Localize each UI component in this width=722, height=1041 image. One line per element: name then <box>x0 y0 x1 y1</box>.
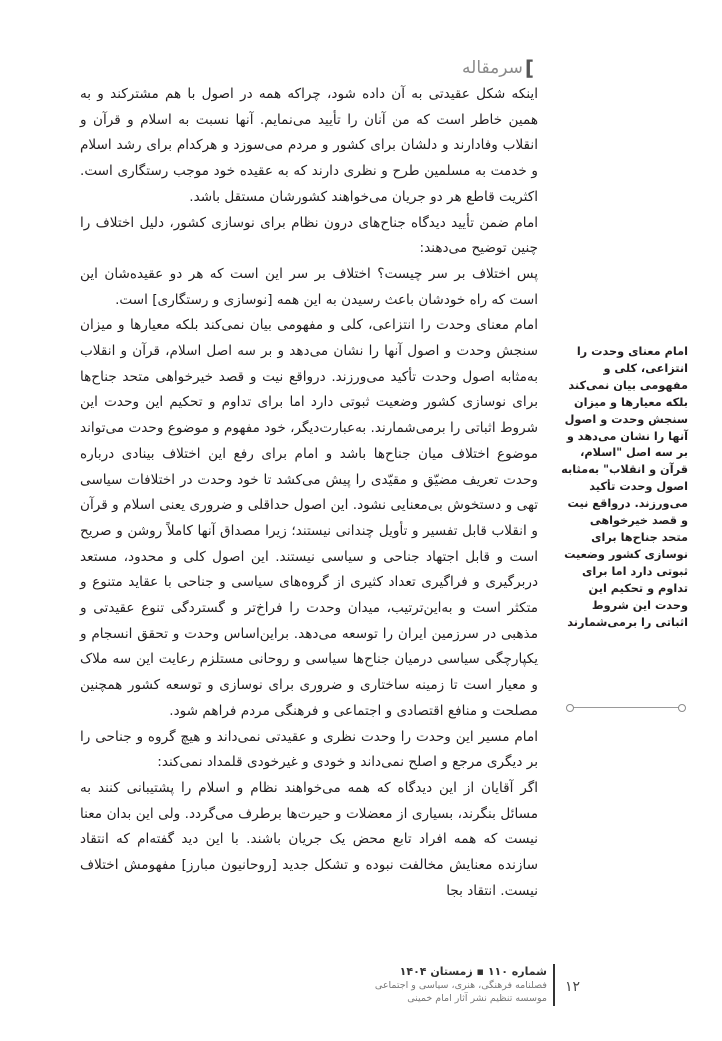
quote-paragraph: پس اختلاف بر سر چیست؟ اختلاف بر سر این است که هر دو عقیده‌شان این است که راه خودشان باعث رسیدن به این همه [نوسازی و رستگاری] است. <box>80 265 538 308</box>
article-body <box>80 82 538 905</box>
pull-quote: امام معنای وحدت را انتزاعی، کلی و مفهومی بیان نمی‌کند بلکه معیارها و میزان سنجش وحدت و اصول آنها را نشان می‌دهد و بر سه اصل "اسلام، قرآن و انقلاب" به‌مثابه اصول وحدت تأکید می‌ورزند. درواقع نیت و قصد خیرخواهی متحد جناح‌ها برای نوسازی کشور وضعیت ثبوتی دارد اما برای تداوم و تحکیم این وحدت این شروط اثباتی را برمی‌شمارند <box>561 345 688 629</box>
section-label <box>462 56 534 80</box>
publisher: موسسه تنظیم نشر آثار امام خمینی <box>407 993 547 1004</box>
divider-dot-left <box>566 704 574 712</box>
section-title: سرمقاله <box>462 58 523 78</box>
footer-info <box>375 964 547 1005</box>
page-number: ۱۲ <box>564 979 580 995</box>
paragraph: امام ضمن تأیید دیدگاه جناح‌های درون نظام برای نوسازی کشور، دلیل اختلاف را چنین توضیح می‌دهند: <box>80 214 538 257</box>
divider-line <box>571 707 681 708</box>
footer-divider <box>553 964 555 1006</box>
pull-quote-divider <box>566 703 686 713</box>
paragraph: امام معنای وحدت را انتزاعی، کلی و مفهومی بیان نمی‌کند بلکه معیارها و میزان سنجش وحدت و اصول آنها را نشان می‌دهد و بر سه اصل اسلام، قرآن و انقلاب به‌مثابه اصول وحدت تأکید می‌ورزند. درواقع نیت و قصد خیرخواهی متحد جناح‌ها برای نوسازی کشور وضعیت ثبوتی دارد اما برای تداوم و تحکیم این وحدت این شروط اثباتی را برمی‌شمارند. به‌عبارت‌دیگر، خود مفهوم و موضوع وحدت می‌تواند موضوع اختلاف میان جناح‌ها باشد و امام برای رفع این اختلاف بینادی درباره وحدت تعریف مضیّق و مقیّدی را پیش می‌کشد تا خود وحدت در اختلافات سیاسی تهی و دستخوش بی‌معنایی نشود. این اصول حداقلی و ضروری یعنی اسلام و قرآن و انقلاب قابل تفسیر و تأویل چندانی نیستند؛ زیرا مصداق آنها کاملاً روشن و صریح است و قابل اجتهاد جناحی و سیاسی نیستند. این اصول کلی و محدود، مستعد دربرگیری و فراگیری تعداد کثیری از گروه‌های سیاسی و جناحی با عقاید متنوع و متکثر است و به‌این‌ترتیب، میدان وحدت را فراخ‌تر و گستردگی تنوع عقیدتی و مذهبی در سرزمین ایران را توسعه می‌دهد. براین‌اساس وحدت و تحقق انسجام و یکپارچگی سیاسی درمیان جناح‌ها سیاسی و روحانی مستلزم رعایت این سه ملاک و معیار است تا زمینه ساختاری و ضروری برای نوسازی و توسعه کشور همچنین مصلحت و منافع اقتصادی و اجتماعی و فرهنگی مردم فراهم شود. <box>80 317 538 719</box>
quote-paragraph: اگر آقایان از این دیدگاه که همه می‌خواهند نظام و اسلام را پشتیبانی کنند به مسائل بنگرند، بسیاری از معضلات و حیرت‌ها برطرف می‌گردد. ولی این بدان معنا نیست که همه افراد تابع محض یک جریان باشند. با این دید گفته‌ام که انتقاد سازنده معنایش مخالفت نبوده و تشکل جدید [روحانیون مبارز] مفهومش اختلاف نیست. انتقاد بجا <box>80 779 538 899</box>
page-footer <box>375 964 580 1006</box>
divider-dot-right <box>678 704 686 712</box>
section-bracket: ] <box>524 56 534 80</box>
paragraph: اینکه شکل عقیدتی به آن داده شود، چراکه همه در اصول با هم مشترکند و به همین خاطر است که من آنان را تأیید می‌نمایم. آنها نسبت به اسلام و قرآن و انقلاب وفادارند و دلشان برای کشور و مردم می‌سوزد و هرکدام برای رشد اسلام و خدمت به مسلمین طرح و نظری دارند که به عقیده خود موجب رستگاری است. اکثریت قاطع هر دو جریان می‌خواهند کشورشان مستقل باشد. <box>80 86 538 205</box>
paragraph: امام مسیر این وحدت را وحدت نظری و عقیدتی نمی‌داند و هیچ گروه و جناحی را بر دیگری مرجع و اصلح نمی‌داند و خودی و غیرخودی قلمداد نمی‌کند: <box>80 728 538 771</box>
publication-type: فصلنامه فرهنگی، هنری، سیاسی و اجتماعی <box>374 980 547 991</box>
issue-info: شماره ۱۱۰ ▪ زمستان ۱۴۰۴ <box>399 965 547 978</box>
